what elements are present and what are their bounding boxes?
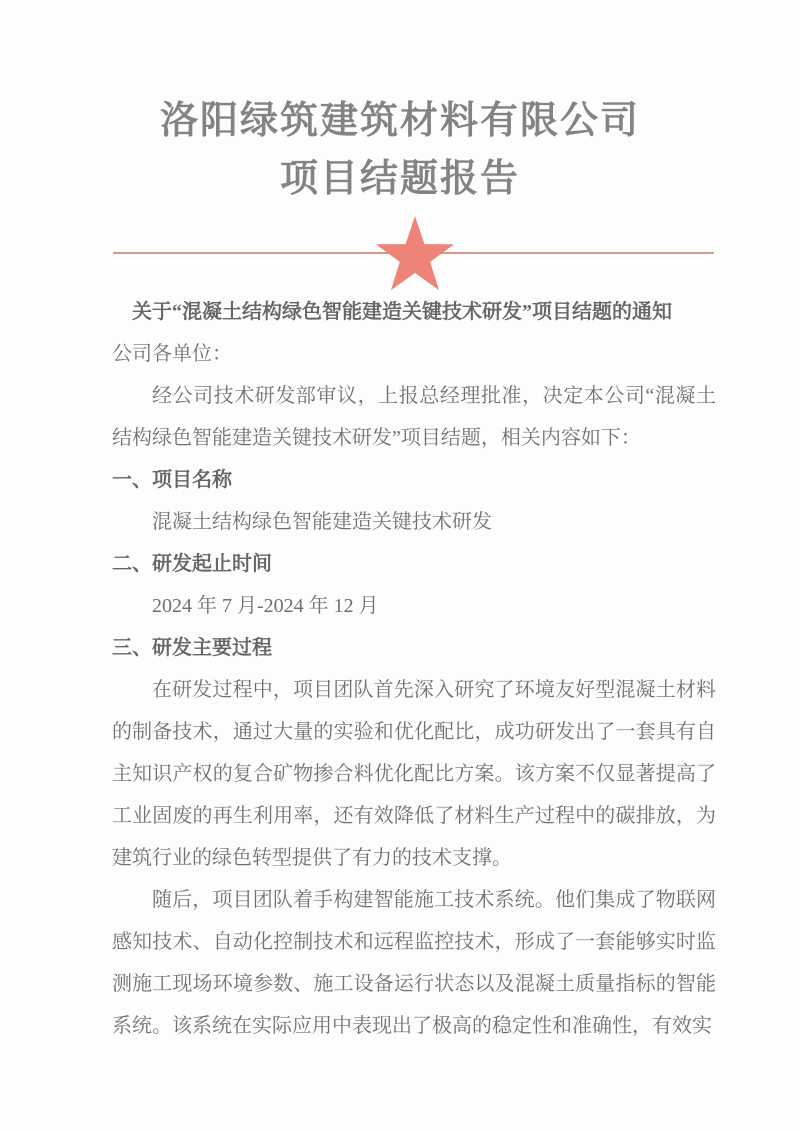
red-star-shape <box>376 216 454 290</box>
section-2-heading: 二、研发起止时间 <box>112 553 272 575</box>
notice-title: 关于“混凝土结构绿色智能建造关键技术研发”项目结题的通知 <box>132 301 672 323</box>
section-2-body: 2024 年 7 月-2024 年 12 月 <box>152 595 379 617</box>
section-3-heading: 三、研发主要过程 <box>112 637 272 659</box>
company-title: 洛阳绿筑建筑材料有限公司 <box>159 100 640 142</box>
salutation: 公司各单位： <box>112 343 232 365</box>
document-body <box>112 291 716 1047</box>
red-star-icon <box>370 212 460 302</box>
section-3-paragraph-2: 随后，项目团队着手构建智能施工技术系统。他们集成了物联网感知技术、自动化控制技术和远程监控技术，形成了一套能够实时监测施工现场环境参数、施工设备运行状态以及混凝土质量指标的智能系统。该系统在实际应用中表现出了极高的稳定性和准确性，有效实 <box>112 889 716 1037</box>
report-title: 项目结题报告 <box>279 158 520 200</box>
section-3-paragraph-1: 在研发过程中，项目团队首先深入研究了环境友好型混凝土材料的制备技术，通过大量的实验和优化配比，成功研发出了一套具有自主知识产权的复合矿物掺合料优化配比方案。该方案不仅显著提高了工业固废的再生利用率，还有效降低了材料生产过程中的碳排放，为建筑行业的绿色转型提供了有力的技术支撑。 <box>112 679 716 869</box>
section-1-heading: 一、项目名称 <box>112 469 232 491</box>
intro-paragraph: 经公司技术研发部审议，上报总经理批准，决定本公司“混凝土结构绿色智能建造关键技术研发”项目结题，相关内容如下： <box>112 385 716 449</box>
section-1-body: 混凝土结构绿色智能建造关键技术研发 <box>152 511 492 533</box>
